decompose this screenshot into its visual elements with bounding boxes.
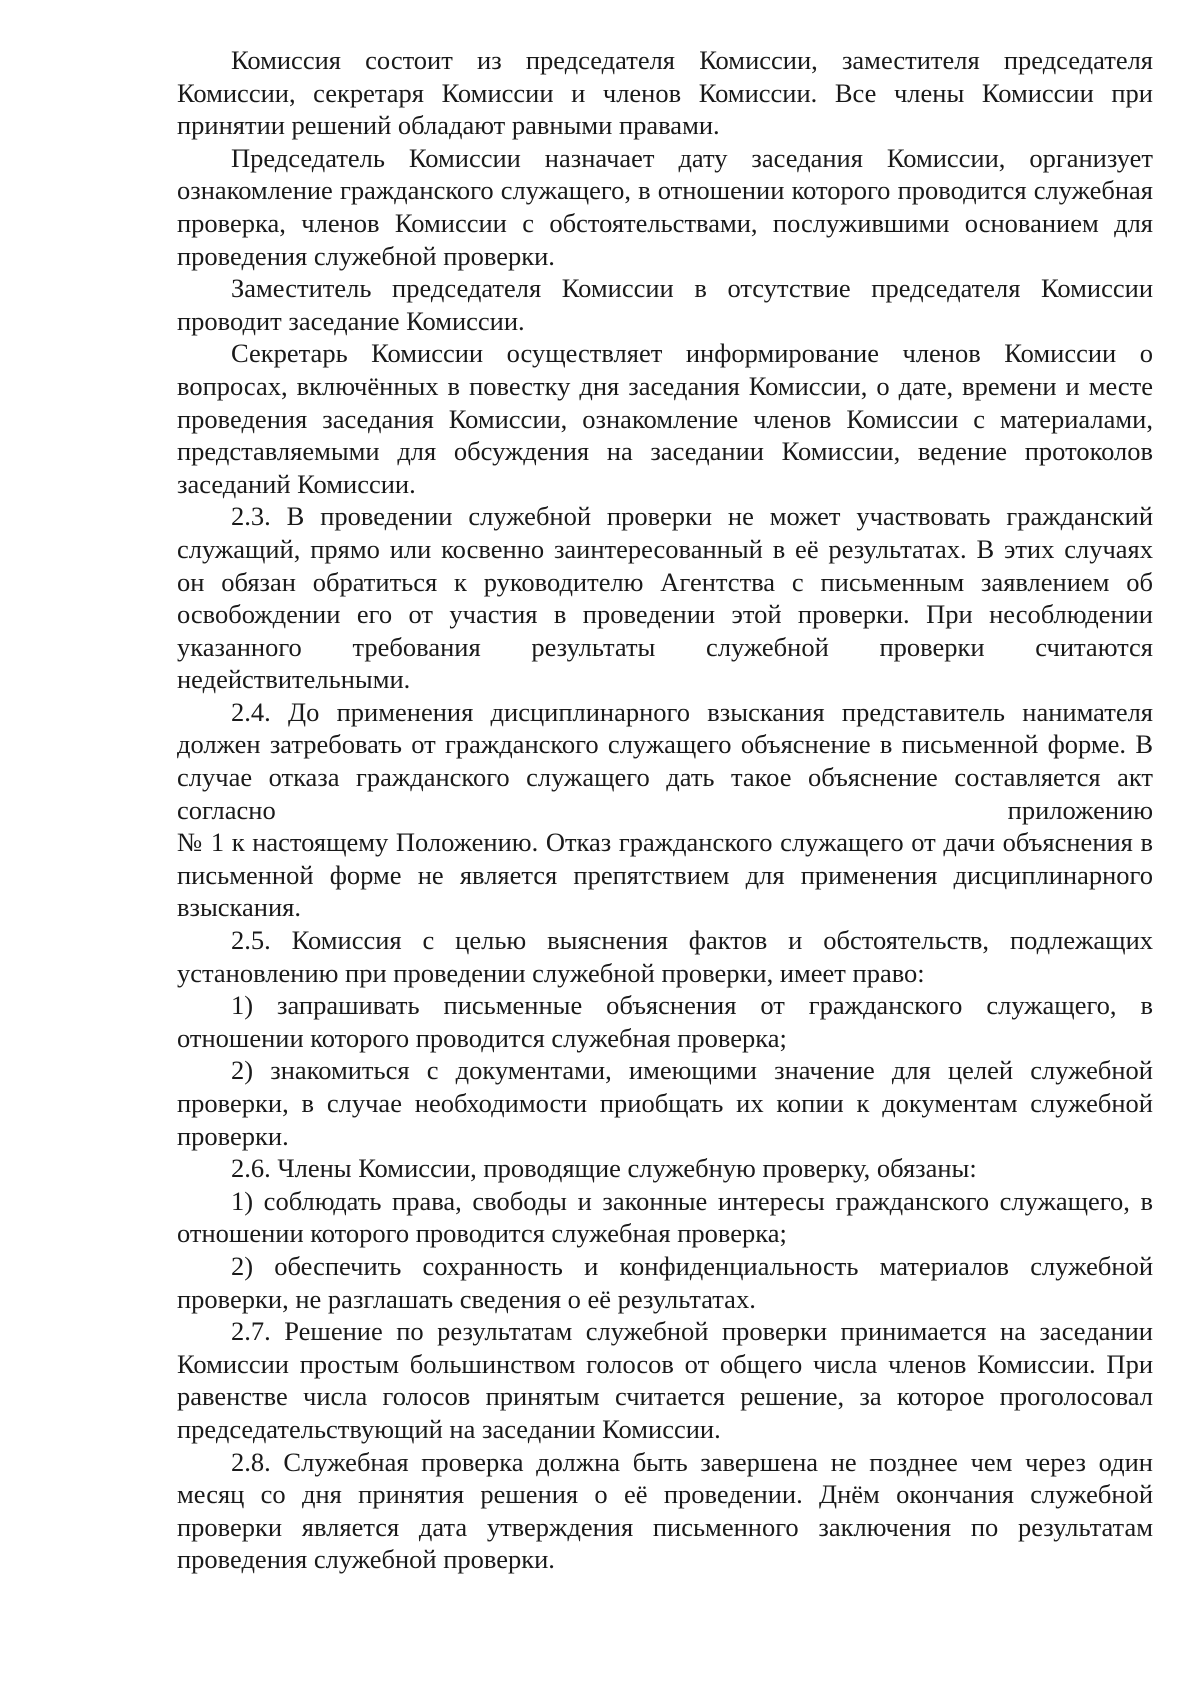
paragraph-2-5-item-1: 1) запрашивать письменные объяснения от гражданского служащего, в отношении которого проводится служебная проверка; — [177, 990, 1153, 1053]
paragraph-commission-composition: Комиссия состоит из председателя Комиссии, заместителя председателя Комиссии, секретаря Комиссии и членов Комиссии. Все члены Комиссии при принятии решений обладают равными правами. — [177, 45, 1153, 141]
paragraph-deputy-chairman: Заместитель председателя Комиссии в отсутствие председателя Комиссии проводит заседание Комиссии. — [177, 273, 1153, 336]
paragraph-2-4: 2.4. До применения дисциплинарного взыскания представитель нанимателя должен затребовать от гражданского служащего объяснение в письменной форме. В случае отказа гражданского служащего дать такое объяснение составляется акт согласно приложению — [177, 696, 1153, 825]
document-body — [177, 44, 1153, 1576]
paragraph-2-8: 2.8. Служебная проверка должна быть завершена не позднее чем через один месяц со дня принятия решения о её проведении. Днём окончания служебной проверки является дата утверждения письменного заключения по результатам проведения служебной проверки. — [177, 1446, 1153, 1575]
paragraph-2-6: 2.6. Члены Комиссии, проводящие служебную проверку, обязаны: — [231, 1153, 977, 1184]
paragraph-secretary-duties: Секретарь Комиссии осуществляет информирование членов Комиссии о вопросах, включённых в повестку дня заседания Комиссии, о дате, времени и месте проведения заседания Комиссии, ознакомление членов Комиссии с материалами, представляемыми для обсуждения на заседании Комиссии, ведение протоколов заседаний Комиссии. — [177, 338, 1153, 499]
paragraph-2-5: 2.5. Комиссия с целью выяснения фактов и обстоятельств, подлежащих установлению при проведении служебной проверки, имеет право: — [177, 925, 1153, 988]
paragraph-2-7: 2.7. Решение по результатам служебной проверки принимается на заседании Комиссии простым большинством голосов от общего числа членов Комиссии. При равенстве числа голосов принятым считается решение, за которое проголосовал председательствующий на заседании Комиссии. — [177, 1316, 1153, 1444]
paragraph-chairman-duties: Председатель Комиссии назначает дату заседания Комиссии, организует ознакомление гражданского служащего, в отношении которого проводится служебная проверка, членов Комиссии с обстоятельствами, послужившими основанием для проведения служебной проверки. — [177, 142, 1153, 271]
paragraph-2-3: 2.3. В проведении служебной проверки не может участвовать гражданский служащий, прямо или косвенно заинтересованный в её результатах. В этих случаях он обязан обратиться к руководителю Агентства с письменным заявлением об освобождении его от участия в проведении этой проверки. При несоблюдении указанного требования результаты служебной проверки считаются недействительными. — [177, 501, 1153, 695]
paragraph-2-5-item-2: 2) знакомиться с документами, имеющими значение для целей служебной проверки, в случае необходимости приобщать их копии к документам служебной проверки. — [177, 1055, 1153, 1151]
paragraph-2-6-item-2: 2) обеспечить сохранность и конфиденциальность материалов служебной проверки, не разглашать сведения о её результатах. — [177, 1250, 1153, 1314]
paragraph-2-4-continued: № 1 к настоящему Положению. Отказ гражданского служащего от дачи объяснения в письменной форме не является препятствием для применения дисциплинарного взыскания. — [177, 827, 1153, 923]
paragraph-2-6-item-1: 1) соблюдать права, свободы и законные интересы гражданского служащего, в отношении которого проводится служебная проверка; — [177, 1185, 1153, 1249]
